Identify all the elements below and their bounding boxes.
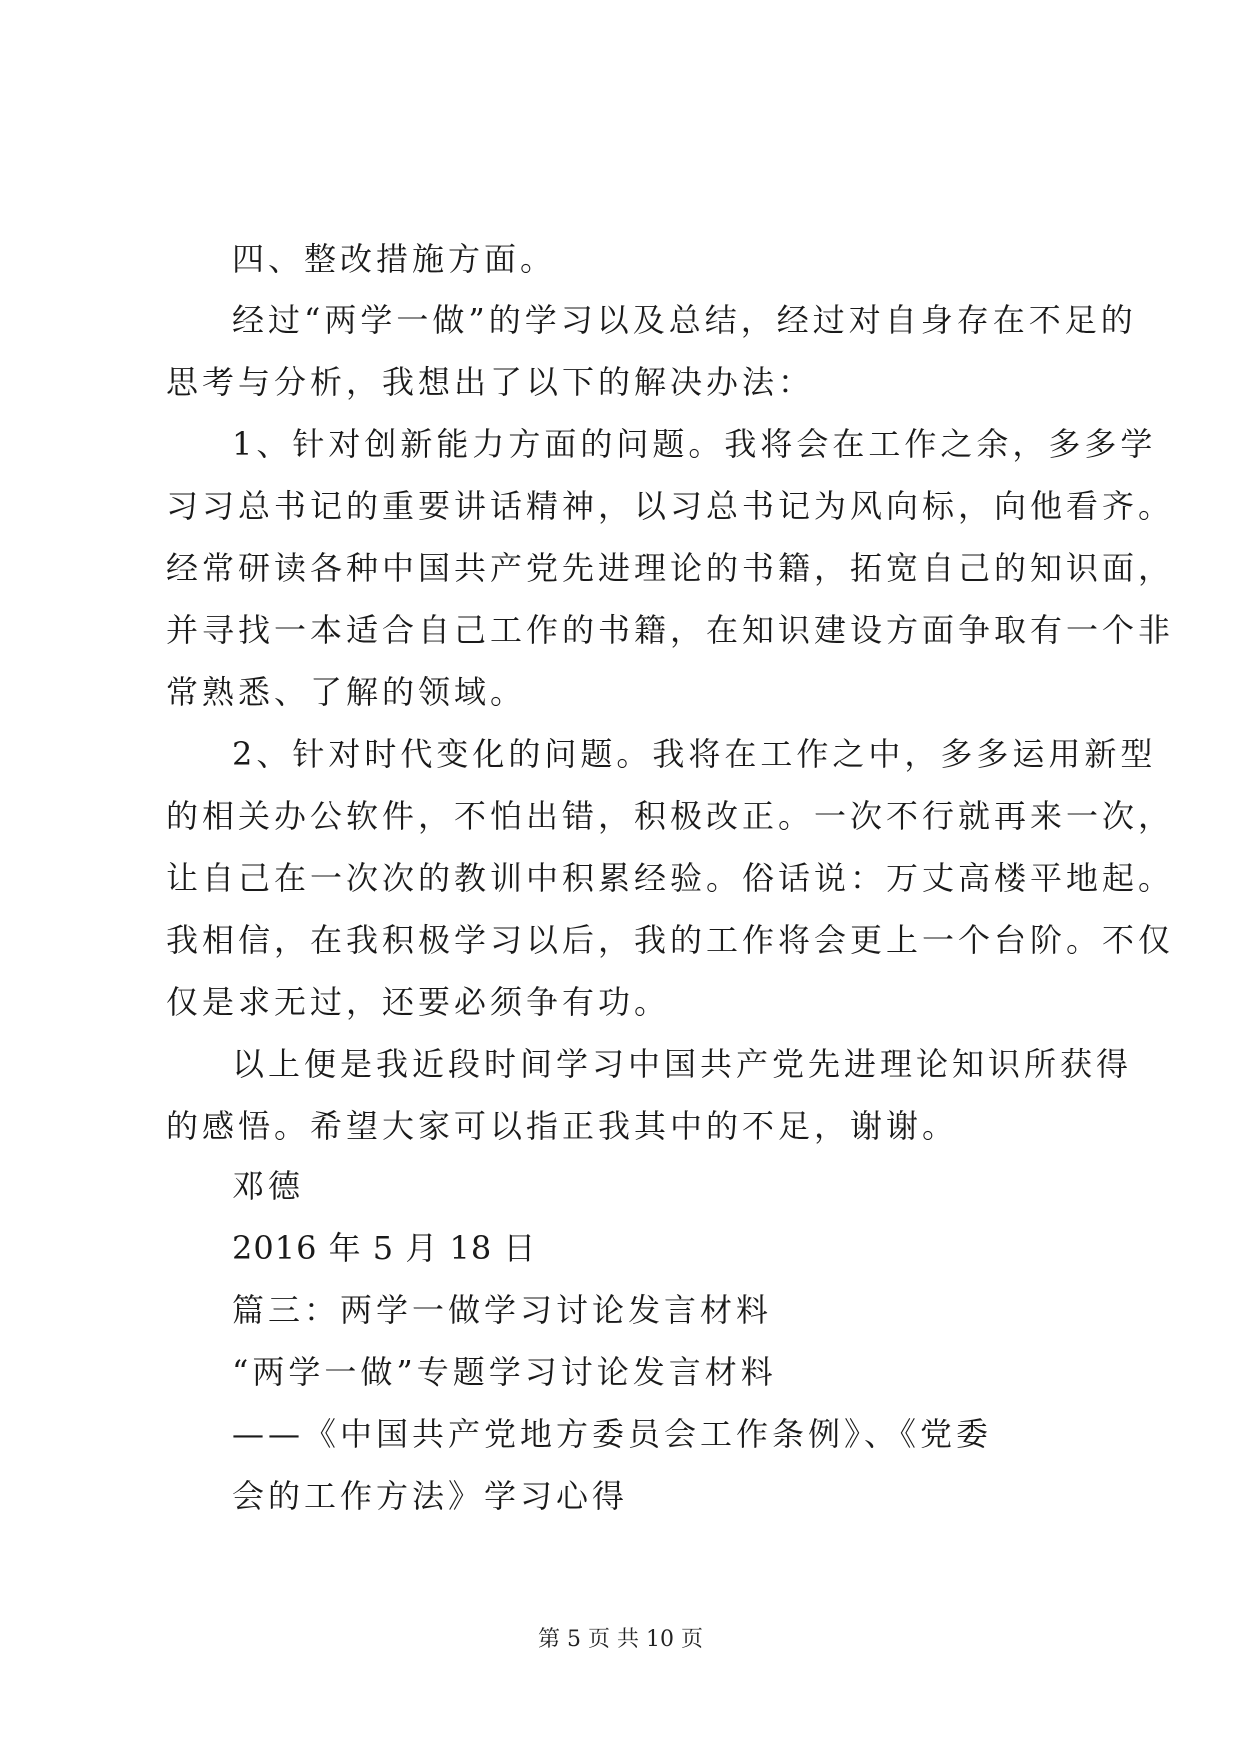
paragraph-line: 让自己在一次次的教训中积累经验。俗话说：万丈高楼平地起。 bbox=[166, 859, 1175, 897]
paragraph-line: 的感悟。希望大家可以指正我其中的不足，谢谢。 bbox=[166, 1107, 959, 1145]
paragraph-line: 并寻找一本适合自己工作的书籍，在知识建设方面争取有一个非 bbox=[166, 611, 1175, 649]
document-subtitle: 会的工作方法》学习心得 bbox=[232, 1477, 629, 1515]
paragraph-line: 我相信，在我积极学习以后，我的工作将会更上一个台阶。不仅 bbox=[166, 921, 1175, 959]
paragraph-line: 习习总书记的重要讲话精神，以习总书记为风向标，向他看齐。 bbox=[166, 487, 1175, 525]
paragraph-line: 思考与分析，我想出了以下的解决办法： bbox=[166, 363, 815, 401]
paragraph-line: 以上便是我近段时间学习中国共产党先进理论知识所获得 bbox=[232, 1045, 1133, 1083]
paragraph-line: 2、针对时代变化的问题。我将在工作之中，多多运用新型 bbox=[232, 735, 1157, 773]
chapter-title: 篇三：两学一做学习讨论发言材料 bbox=[232, 1291, 773, 1329]
document-subtitle: ——《中国共产党地方委员会工作条例》、《党委 bbox=[232, 1415, 993, 1453]
paragraph-line: 常熟悉、了解的领域。 bbox=[166, 673, 527, 711]
paragraph-line: 经过“两学一做”的学习以及总结，经过对自身存在不足的 bbox=[232, 301, 1137, 339]
signature-name: 邓德 bbox=[232, 1167, 305, 1205]
paragraph-line: 1、针对创新能力方面的问题。我将会在工作之余，多多学 bbox=[232, 425, 1157, 463]
section-heading: 四、整改措施方面。 bbox=[232, 240, 557, 278]
paragraph-line: 仅是求无过，还要必须争有功。 bbox=[166, 983, 671, 1021]
document-title: “两学一做”专题学习讨论发言材料 bbox=[232, 1353, 777, 1391]
paragraph-line: 经常研读各种中国共产党先进理论的书籍，拓宽自己的知识面， bbox=[166, 549, 1175, 587]
paragraph-line: 的相关办公软件，不怕出错，积极改正。一次不行就再来一次， bbox=[166, 797, 1175, 835]
signature-date: 2016 年 5 月 18 日 bbox=[232, 1229, 537, 1267]
page-number: 第 5 页 共 10 页 bbox=[538, 1627, 703, 1652]
